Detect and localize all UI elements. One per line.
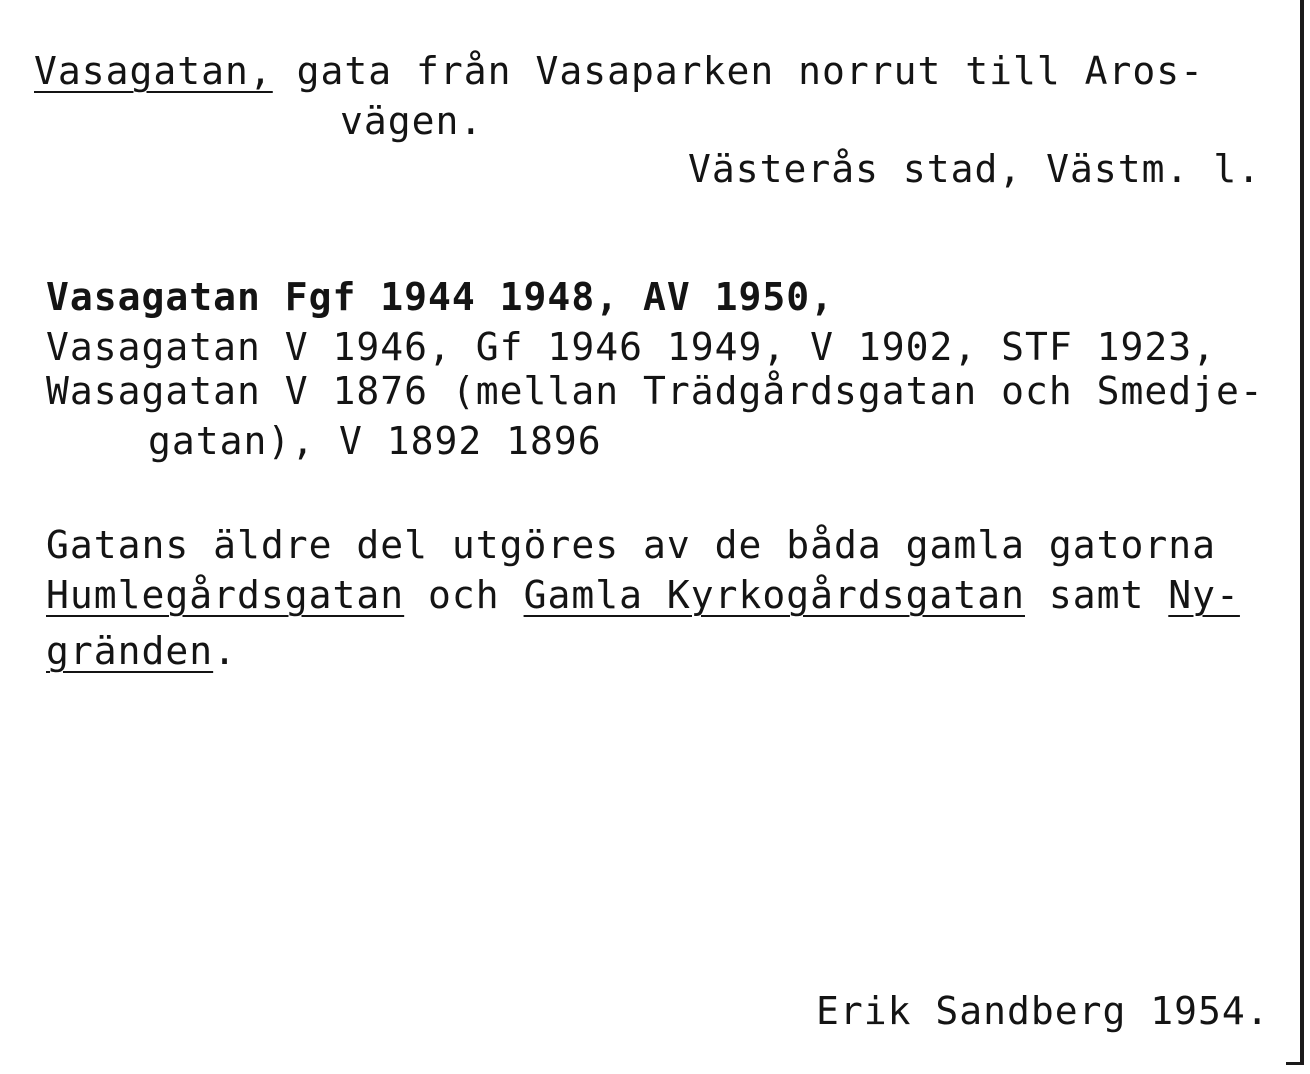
street-nygranden-part1: Ny- <box>1168 573 1240 617</box>
street-description-continued: vägen. <box>340 99 484 143</box>
entry-heading <box>34 49 1205 93</box>
note-line-1: Gatans äldre del utgöres av de båda gamla gatorna <box>46 523 1217 567</box>
location: Västerås stad, Västm. l. <box>688 147 1262 191</box>
source-line-4: gatan), V 1892 1896 <box>148 419 602 463</box>
street-name: Vasagatan, <box>34 49 273 93</box>
street-description: gata från Vasaparken norrut till Aros- <box>272 49 1205 93</box>
note-line-3: gränden. <box>46 629 238 673</box>
street-humlegardsgatan: Humlegårdsgatan <box>46 573 405 617</box>
source-line-2: Vasagatan V 1946, Gf 1946 1949, V 1902, STF 1923, <box>46 325 1217 369</box>
source-line-1: Vasagatan Fgf 1944 1948, AV 1950, <box>46 275 834 319</box>
source-line-3: Wasagatan V 1876 (mellan Trädgårdsgatan och Smedje- <box>46 369 1264 413</box>
card-bottom-edge <box>1286 1062 1304 1065</box>
street-nygranden-part2: gränden <box>46 629 214 673</box>
signature: Erik Sandberg 1954. <box>816 989 1270 1033</box>
card-right-edge <box>1300 0 1304 1064</box>
street-gamla-kyrkogardsgatan: Gamla Kyrkogårdsgatan <box>523 573 1025 617</box>
note-line-2: Humlegårdsgatan och Gamla Kyrkogårdsgatan samt Ny- <box>46 573 1240 617</box>
